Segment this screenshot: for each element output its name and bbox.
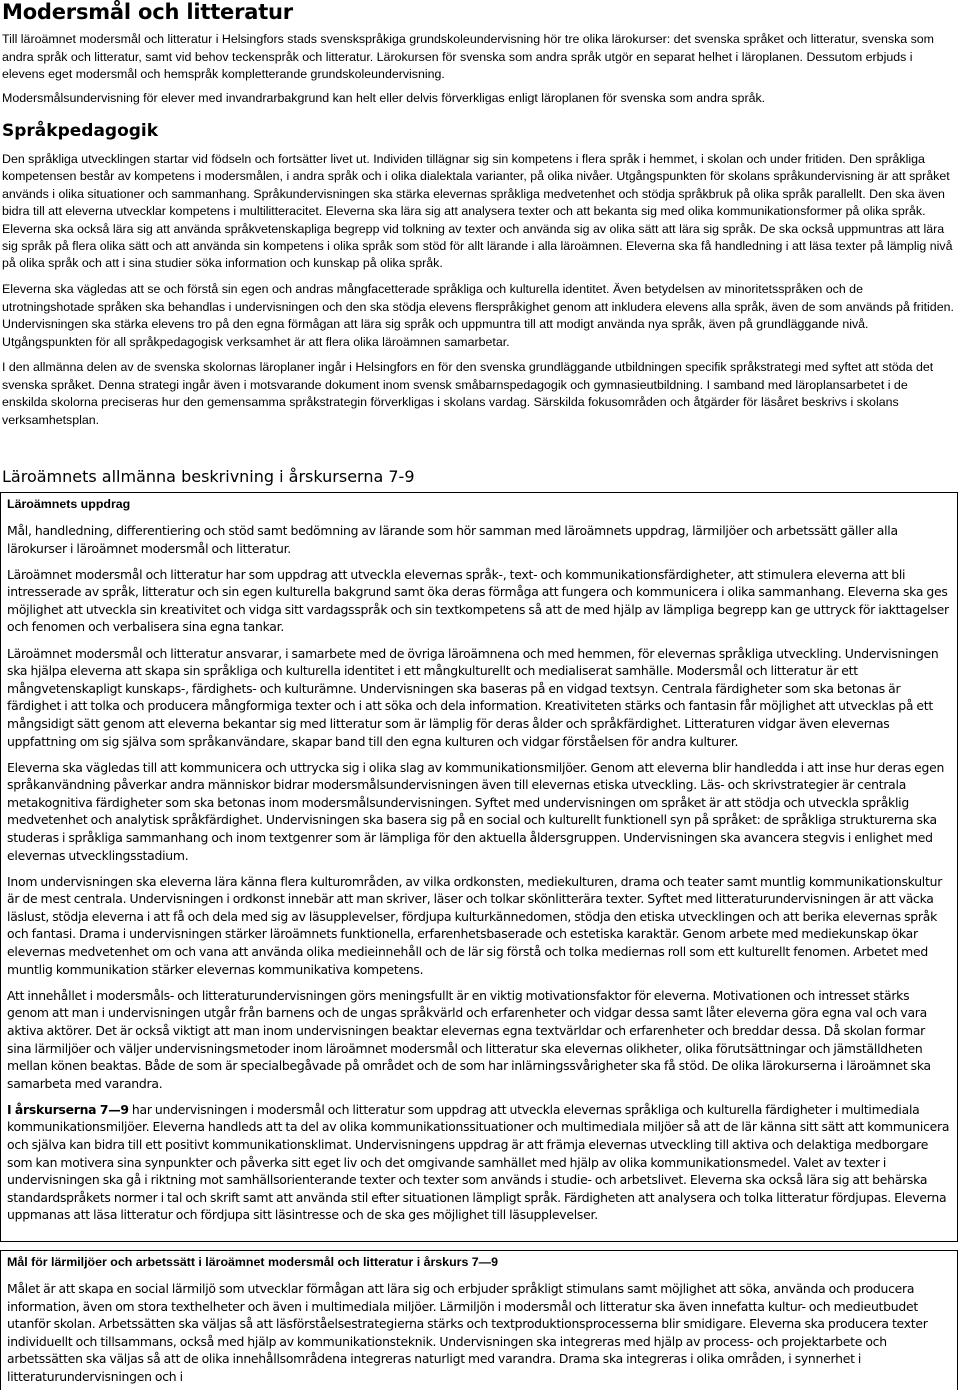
box-paragraph: Läroämnet modersmål och litteratur ansvarar, i samarbete med de övriga läroämnena och med hemmen, för elevernas språkliga utveckling. Undervisningen ska hjälpa eleverna att skapa sin språkliga och kulturella identitet i ett mångkulturellt och medialiserat samhälle. Modersmål och litteratur är ett mångvetenskapligt kunskaps-, färdighets- och kulturämne. Undervisningen ska baseras på en vidgad textsyn. Centrala färdigheter som ska betonas är färdighet i att tolka och producera mångformiga texter och i att söka och dela information. Kreativiteten stärks och fantasin får möjlighet att utvecklas på ett mångsidigt sätt genom att eleverna bekantar sig med litteratur som är lämplig för deras ålder och språkfärdighet. Litteraturen vidgar även elevernas uppfattning om sig själva som språkanvändare, skapar band till den egna kulturen och vidgar förståelsen för andra kulturer. <box>7 645 939 749</box>
box-paragraph: Läroämnet modersmål och litteratur har som uppdrag att utveckla elevernas språk-, text- och kommunikationsfärdigheter, att stimulera eleverna att bli intresserade av språk, litteratur och sin egen kulturella bakgrund samt öka deras förmåga att fungera och kommunicera i olika sammanhang. Eleverna ska ges möjlighet att utveckla sin kreativitet och vidga sitt vardagsspråk och sin textkompetens så att de med hjälp av lämpliga begrepp kan ge uttryck för iakttagelser och fenomen och verbalisera sina egna tankar. <box>7 566 949 635</box>
box-heading: Mål för lärmiljöer och arbetssätt i läroämnet modersmål och litteratur i årskurs 7—9 <box>7 1255 498 1269</box>
box-paragraph: Eleverna ska vägledas till att kommunicera och uttrycka sig i olika slag av kommunikationsmiljöer. Genom att eleverna blir handledda i att inse hur deras egen språkanvändning påverkar andra människor bidrar modersmålsundervisningen även till elevernas etiska utveckling. Läs- och skrivstrategier är centrala metakognitiva färdigheter som ska betonas inom modersmålsundervisningen. Syftet med undervisningen om språket är att stödja och utveckla språklig medvetenhet och analytisk språkfärdighet. Undervisningen ska basera sig på en social och kulturellt funktionell syn på språket: de språkliga strukturerna ska studeras i språkliga sammanhang och inom textgenrer som är lämpliga för den aktuella åldersgruppen. Undervisningen ska avancera stegvis i enlighet med elevernas utvecklingsstadium. <box>7 759 945 863</box>
intro-section <box>2 31 956 107</box>
box-paragraph <box>7 1101 951 1224</box>
larmiljoer-box <box>0 1250 958 1390</box>
box-paragraph-text: har undervisningen i modersmål och litteratur som uppdrag att utveckla elevernas språkliga och kulturella färdigheter i multimediala kommunikationsmiljöer. Eleverna handleds att ta del av olika kommunikationssituationer och multimediala miljöer så att de lär känna sitt sätt att kommunicera och själva kan bidra till ett positivt kommunikationsklimat. Undervisningens uppdrag är att främja elevernas utveckling till aktiva och delaktiga medborgare som kan motivera sina synpunkter och påverka sitt eget liv och det omgivande samhället med hjälp av olika kommunikationsmedel. Valet av texter i undervisningen ska gå i riktning mot samhällsorienterande texter och texter som används i studie- och arbetslivet. Eleverna ska också lära sig att behärska standardspråkets normer i tal och skrift samt att använda stil efter situationen lämpligt språk. Färdigheten att analysera och tolka litteratur fördjupas. Eleverna uppmanas att läsa litteratur och fördjupa sitt läsintresse och de ska ges möjlighet till läsupplevelser. <box>7 1101 950 1223</box>
intro-paragraph: Modersmålsundervisning för elever med invandrarbakgrund kan helt eller delvis förverkligas enligt läroplanen för svenska som andra språk. <box>2 90 766 105</box>
uppdrag-box <box>0 492 958 1242</box>
box-paragraph: Målet är att skapa en social lärmiljö som utvecklar förmågan att lära sig och erbjuder språkligt stimulans samt möjlighet att söka, använda och producera information, även om stora texthelheter och även i multimediala miljöer. Lärmiljön i modersmål och litteratur ska även innefatta kultur- och medieutbudet utanför skolan. Arbetssätten ska väljas så att läsförståelsestrategierna stärks och textproduktionsprocesserna blir smidigare. Eleverna ska producera texter individuellt och tillsammans, också med hjälp av kommunikationsteknik. Undervisningen ska integreras med hjälp av process- och projektarbete och arbetssätten ska väljas så att de olika innehållsområdena integreras naturligt med varandra. Drama ska integreras i olika områden, i synnerhet i litteraturundervisningen och i <box>7 1281 928 1384</box>
sprakpedagogik-section <box>2 151 954 438</box>
body-paragraph: Eleverna ska vägledas att se och förstå sin egen och andras mångfacetterade språkliga och kulturella identitet. Även betydelsen av minoritetsspråken och de utrotningshotade språken ska behandlas i undervisningen och den ska stödja elevens flerspråkighet genom att inkludera elevens alla språk, även de som används på fritiden. Undervisningen ska stärka elevens tro på den egna förmågan att lära sig språk och uppmuntra till att modigt använda nya språk, även på grundläggande nivå. Utgångspunkten för all språkpedagogisk verksamhet är att flera olika läroämnen samarbetar. <box>2 282 954 349</box>
section-heading-sprakpedagogik: Språkpedagogik <box>2 121 159 141</box>
intro-paragraph: Till läroämnet modersmål och litteratur i Helsingfors stads svenskspråkiga grundskoleundervisning hör tre olika lärokurser: det svenska språket och litteratur, svenska som andra språk och litteratur, samt vid behov teckenspråk och litteratur. Lärokursen för svenska som andra språk utgör en separat helhet i läroplanen. Dessutom erbjuds i elevens eget modersmål och hemspråk kompletterande grundskoleundervisning. <box>2 32 935 82</box>
body-paragraph: Den språkliga utvecklingen startar vid födseln och fortsätter livet ut. Individen tillägnar sig sin kompetens i flera språk i hemmet, i skolan och under fritiden. Den språkliga kompetensen består av kompetens i modersmålen, i andra språk och i olika dialektala varianter, på olika nivåer. Utgångspunkten för skolans språkundervisning är att språket används i olika situationer och sammanhang. Språkundervisningen ska stärka elevernas språkliga medvetenhet och stödja språkbruk på olika språk parallellt. Den ska även bidra till att eleverna utvecklar kompetens i multilitteracitet. Eleverna ska lära sig att analysera texter och att bekanta sig med olika kommunikationsformer på olika språk. Eleverna ska också lära sig att använda språkvetenskapliga begrepp vid tolkning av texter och använda sig av olika sätt att lära sig språk. De ska också uppmuntras att lära sig språk på flera olika sätt och att använda sin kompetens i olika språk som stöd för allt lärande i alla läroämnen. Eleverna ska få handledning i att läsa texter på lämplig nivå på olika språk och att i sina studier söka information och kunskap på olika språk. <box>2 152 953 271</box>
box-paragraph: Att innehållet i modersmåls- och litteraturundervisningen görs meningsfullt är en viktig motivationsfaktor för eleverna. Motivationen och intresset stärks genom att man i undervisningen utgår från barnens och de ungas språkvärld och erfarenheter och vidgar dessa samt låter eleverna göra egna val och vara aktiva aktörer. Det är också viktigt att man inom undervisningen beaktar elevernas egna textvärldar och erfarenheter och breddar dessa. Då skolan formar sina lärmiljöer och väljer undervisningsmetoder inom läroämnet modersmål och litteratur ska elevernas olikheter, olika förutsättningar och jämställdheten mellan könen beaktas. Både de som är specialbegåvade på området och de som har inlärningssvårigheter ska få stöd. De olika lärokurserna i läroämnet ska samarbeta med varandra. <box>7 987 931 1091</box>
box-paragraph: Mål, handledning, differentiering och stöd samt bedömning av lärande som hör samman med läroämnets uppdrag, lärmiljöer och arbetssätt gäller alla lärokurser i läroämnet modersmål och litteratur. <box>7 523 898 556</box>
body-paragraph: I den allmänna delen av de svenska skolornas läroplaner ingår i Helsingfors en för den svenska grundläggande utbildningen specifik språkstrategi med syftet att stöda det svenska språket. Denna strategi ingår även i motsvarande dokument inom svensk småbarnspedagogik och gymnasieutbildning. I samband med läroplansarbetet i de enskilda skolorna preciseras hur den gemensamma språkstrategin förverkligas i skolans vardag. Särskilda fokusområden och åtgärder för läsåret beskrivs i skolans verksamhetsplan. <box>2 360 934 427</box>
box-heading: Läroämnets uppdrag <box>7 497 131 511</box>
grade-label: I årskurserna 7—9 <box>7 1101 129 1117</box>
page-title: Modersmål och litteratur <box>2 0 293 24</box>
box-paragraph: Inom undervisningen ska eleverna lära känna flera kulturområden, av vilka ordkonsten, mediekulturen, drama och teater samt muntlig kommunikationskultur är de mest centrala. Undervisningen i ordkonst innebär att man skriver, läser och tolkar skönlitterära texter. Syftet med litteraturundervisningen är att väcka läslust, stödja eleverna i att få och dela med sig av läsupplevelser, fördjupa kulturkännedomen, stödja den etiska utvecklingen och att berika elevernas språk och fantasi. Drama i undervisningen stärker läroämnets funktionella, erfarenhetsbaserade och estetiska karaktär. Genom arbete med mediekunskap ökar elevernas medvetenhet om och vana att använda olika medieinnehåll och de lär sig förstå och tolka mediernas roll som ett kulturellt fenomen. Arbetet med muntlig kommunikation stärker elevernas kommunikativa kompetens. <box>7 873 943 977</box>
section-heading-description: Läroämnets allmänna beskrivning i årskurserna 7-9 <box>2 467 415 486</box>
